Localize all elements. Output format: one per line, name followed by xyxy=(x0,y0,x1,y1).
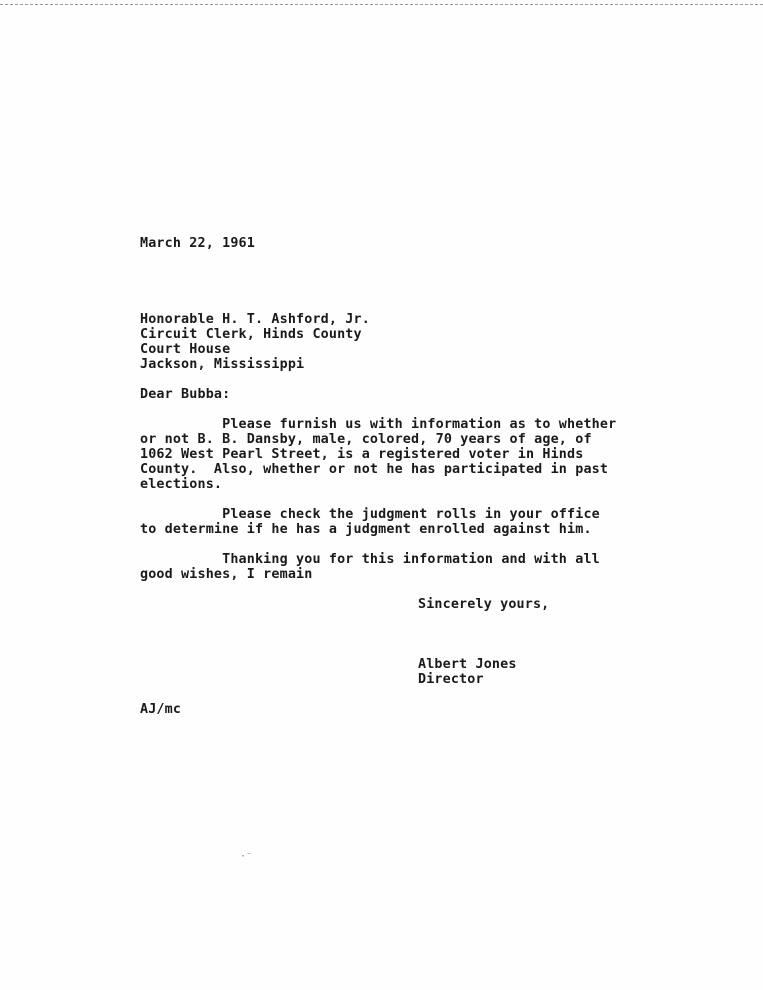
paragraph-3-line-2: good wishes, I remain xyxy=(140,567,313,582)
paragraph-1-line-4: County. Also, whether or not he has participated in past xyxy=(140,462,609,477)
signature-title: Director xyxy=(418,672,484,687)
page-top-edge xyxy=(0,4,763,5)
salutation: Dear Bubba: xyxy=(140,387,231,402)
paragraph-2-line-2: to determine if he has a judgment enrolled against him. xyxy=(140,522,592,537)
paragraph-1-line-2: or not B. B. Dansby, male, colored, 70 years of age, of xyxy=(140,432,592,447)
paragraph-1-line-5: elections. xyxy=(140,477,223,492)
paragraph-3-line-1: Thanking you for this information and with all xyxy=(140,552,600,567)
recipient-line-4: Jackson, Mississippi xyxy=(140,357,305,372)
recipient-line-2: Circuit Clerk, Hinds County xyxy=(140,327,362,342)
reference-initials: AJ/mc xyxy=(140,702,182,717)
scan-speck: ·⁻ xyxy=(240,851,253,862)
recipient-line-3: Court House xyxy=(140,342,231,357)
paragraph-2-line-1: Please check the judgment rolls in your office xyxy=(140,507,600,522)
letter-date: March 22, 1961 xyxy=(140,236,255,251)
recipient-line-1: Honorable H. T. Ashford, Jr. xyxy=(140,312,370,327)
paragraph-1-line-3: 1062 West Pearl Street, is a registered voter in Hinds xyxy=(140,447,584,462)
closing: Sincerely yours, xyxy=(418,597,550,612)
paragraph-1-line-1: Please furnish us with information as to whether xyxy=(140,417,617,432)
signature-name: Albert Jones xyxy=(418,657,517,672)
